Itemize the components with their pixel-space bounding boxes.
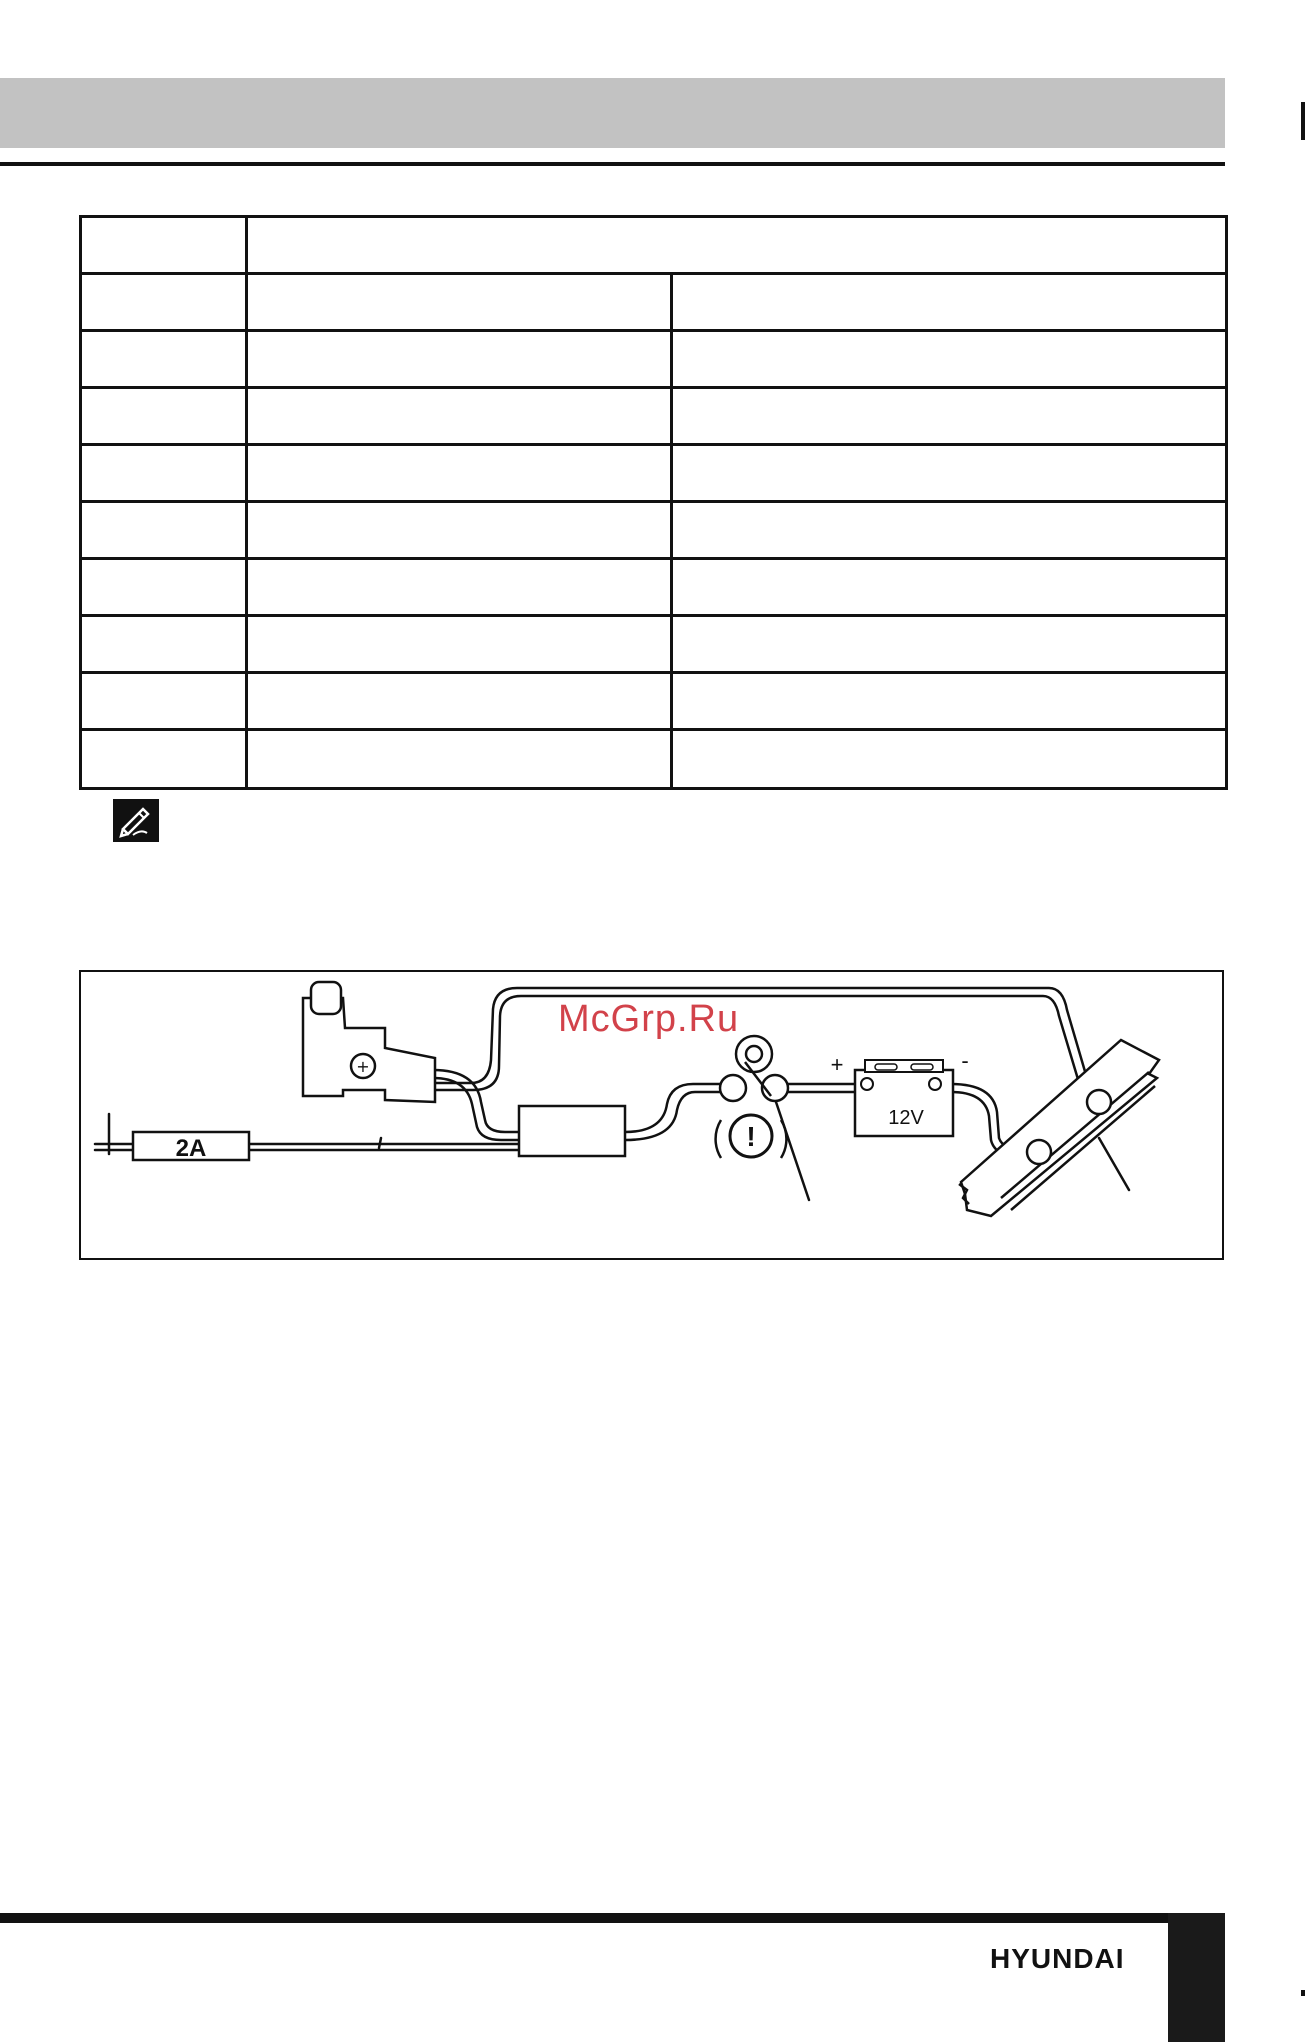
warning-symbol: ! (746, 1121, 756, 1152)
header-band (0, 78, 1225, 148)
battery (855, 1060, 953, 1136)
table-cell (672, 730, 1227, 789)
table-row (81, 331, 1227, 388)
battery-minus: - (961, 1048, 969, 1073)
header-rule (0, 162, 1225, 166)
table-cell (672, 673, 1227, 730)
table-cell (672, 502, 1227, 559)
table-cell (81, 616, 247, 673)
table-cell (247, 445, 672, 502)
spec-table (79, 215, 1228, 790)
table-cell (247, 673, 672, 730)
table-row (81, 445, 1227, 502)
table-cell (247, 616, 672, 673)
table-row (81, 559, 1227, 616)
table-cell (672, 616, 1227, 673)
table-cell (247, 730, 672, 789)
svg-text:+: + (356, 1057, 370, 1076)
table-cell (247, 559, 672, 616)
footer-rule (0, 1913, 1225, 1923)
table-cell (81, 502, 247, 559)
ignition-terminal (720, 1036, 788, 1101)
table-cell (81, 445, 247, 502)
table-row (81, 730, 1227, 789)
fuse-label: 2A (175, 1135, 207, 1162)
table-cell (247, 388, 672, 445)
table-cell (672, 445, 1227, 502)
table-cell (672, 559, 1227, 616)
edge-mark-bottom (1301, 1990, 1305, 1996)
battery-plus: + (830, 1052, 844, 1077)
watermark: McGrp.Ru (558, 998, 740, 1040)
table-cell (81, 217, 247, 274)
edge-mark-top (1301, 102, 1305, 140)
table-row (81, 673, 1227, 730)
table-cell (81, 274, 247, 331)
table-cell (247, 274, 672, 331)
table-cell (81, 331, 247, 388)
note-pencil-icon (113, 799, 159, 842)
table-row (81, 388, 1227, 445)
table-cell (247, 217, 1227, 274)
brand-logo: HYUNDAI (990, 1943, 1125, 1974)
table-cell (81, 673, 247, 730)
table-cell (247, 502, 672, 559)
exclamation-icon (716, 1115, 787, 1158)
table-cell (81, 559, 247, 616)
footer-page-tab (1168, 1913, 1225, 2042)
table-cell (672, 274, 1227, 331)
table-cell (81, 730, 247, 789)
table-cell (247, 331, 672, 388)
table-cell (672, 331, 1227, 388)
table-cell (81, 388, 247, 445)
table-cell (672, 388, 1227, 445)
battery-label: 12V (888, 1107, 924, 1129)
table-row (81, 616, 1227, 673)
table-row (81, 274, 1227, 331)
power-box (519, 1106, 625, 1156)
table-row (81, 502, 1227, 559)
table-header-row (81, 217, 1227, 274)
